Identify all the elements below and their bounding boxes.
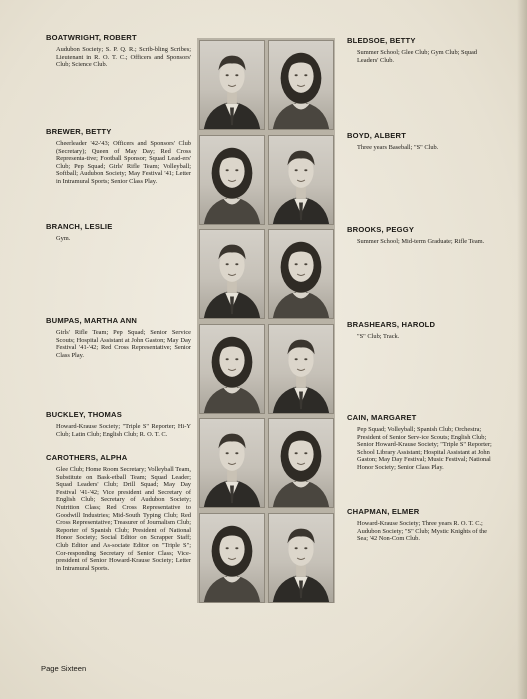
- student-name: BREWER, BETTY: [46, 127, 112, 136]
- entry-branch-leslie: [46, 222, 191, 243]
- entry-buckley-thomas: [46, 410, 191, 438]
- student-portrait-photo: [199, 513, 265, 603]
- student-portrait-photo: [199, 135, 265, 225]
- student-name: BOYD, ALBERT: [347, 131, 407, 140]
- entry-brooks-peggy: [347, 225, 492, 246]
- student-activities: Summer School; Mid-term Graduate; Rifle Team.: [357, 238, 485, 245]
- student-name: CAIN, MARGARET: [347, 413, 417, 422]
- student-portrait-photo: [268, 513, 334, 603]
- entry-carothers-alpha: [46, 453, 191, 572]
- entry-brashears-harold: [347, 320, 492, 341]
- entry-brewer-betty: [46, 127, 191, 186]
- student-name: BOATWRIGHT, ROBERT: [46, 33, 137, 42]
- page-number-footer: Page Sixteen: [41, 664, 87, 673]
- student-activities: Gym.: [56, 235, 71, 242]
- student-activities: Three years Baseball; "S" Club.: [357, 144, 439, 151]
- student-activities: Howard-Krause Society; Three years R. O. T. C.; Audubon Society; "S" Club; Mystic Knights of the Sea; '42 Non-Com Club.: [357, 520, 488, 543]
- student-portrait-photo: [268, 324, 334, 414]
- student-portrait-photo: [268, 40, 334, 130]
- student-activities: Cheerleader '42-'43; Officers and Sponsors' Club (Secretary); Queen of May Day; Red Cross Representa-tive; Football Sponsor; Squad Lead-ers' Club; Pep Squad; Girls' Rifle Team; Volleyball; Softball; Audubon Society; May Festival '41; Letter in Intramural Sports; Senior Class Play.: [56, 140, 191, 185]
- student-portrait-photo: [199, 40, 265, 130]
- student-portrait-photo: [199, 324, 265, 414]
- student-portrait-photo: [268, 135, 334, 225]
- student-activities: Pep Squad; Volleyball; Spanish Club; Orchestra; President of Senior Serv-ice Scouts; English Club; Senior Howard-Krause Society; "Triple S" Reporter; School Library Assistant; Hospital Assistant at John Gaston; May Day Festival; Music Festival; National Honor Society; Senior Class Play.: [357, 426, 492, 471]
- student-portrait-photo: [268, 229, 334, 319]
- student-name: BRASHEARS, HAROLD: [347, 320, 436, 329]
- student-activities: Audubon Society; S. P. Q. R.; Scrib-bling Scribes; Lieutenant in R. O. T. C.; Officers and Sponsors' Club; Science Club.: [56, 46, 191, 69]
- student-name: BROOKS, PEGGY: [347, 225, 415, 234]
- student-portrait-photo: [199, 229, 265, 319]
- student-name: BUCKLEY, THOMAS: [46, 410, 122, 419]
- entry-boatwright-robert: [46, 33, 191, 69]
- portrait-grid: [197, 38, 335, 603]
- student-portrait-photo: [268, 418, 334, 508]
- student-activities: Howard-Krause Society; "Triple S" Reporter; Hi-Y Club; Latin Club; English Club; R. O. T. C.: [56, 423, 191, 438]
- student-name: CHAPMAN, ELMER: [347, 507, 420, 516]
- student-name: BUMPAS, MARTHA ANN: [46, 316, 138, 325]
- student-name: BRANCH, LESLIE: [46, 222, 113, 231]
- entry-bledsoe-betty: [347, 36, 492, 64]
- entry-cain-margaret: [347, 413, 492, 472]
- page-edge-shadow: [517, 0, 527, 699]
- student-portrait-photo: [199, 418, 265, 508]
- entry-boyd-albert: [347, 131, 492, 152]
- student-activities: Girls' Rifle Team; Pep Squad; Senior Service Scouts; Hospital Assistant at John Gaston; May Day Festival '41-'42; Red Cross Representative; Senior Class Play.: [56, 329, 191, 359]
- entry-bumpas-martha-ann: [46, 316, 191, 359]
- student-activities: Glee Club; Home Room Secretary; Volleyball Team, Substitute on Bask-etball Team; Squad Leader; Squad Leaders' Club; Drill Squad; May Day Festival '41-'42; Vice president and Secretary of English Club; Secretary of Audubon Society; Nutrition Class; Red Cross Representative to Goodwill Industries; Mid-South Typing Club; Red Cross Representative; Treasurer of Journalism Club; Reporter of Spanish Club; President of National Honor Society; Social Editor on Scrapper Staff; Club Editor and As-sociate Editor on "Triple S"; Cor-responding Secretary of Senior Class; Vice-president of Senior Howard-Krause Society; Letter in Intramural Sports.: [56, 466, 191, 572]
- entry-chapman-elmer: [347, 507, 492, 543]
- student-activities: Summer School; Glee Club; Gym Club; Squad Leaders' Club.: [357, 49, 477, 64]
- student-name: CAROTHERS, ALPHA: [46, 453, 128, 462]
- student-name: BLEDSOE, BETTY: [347, 36, 416, 45]
- student-activities: "S" Club; Track.: [357, 333, 400, 340]
